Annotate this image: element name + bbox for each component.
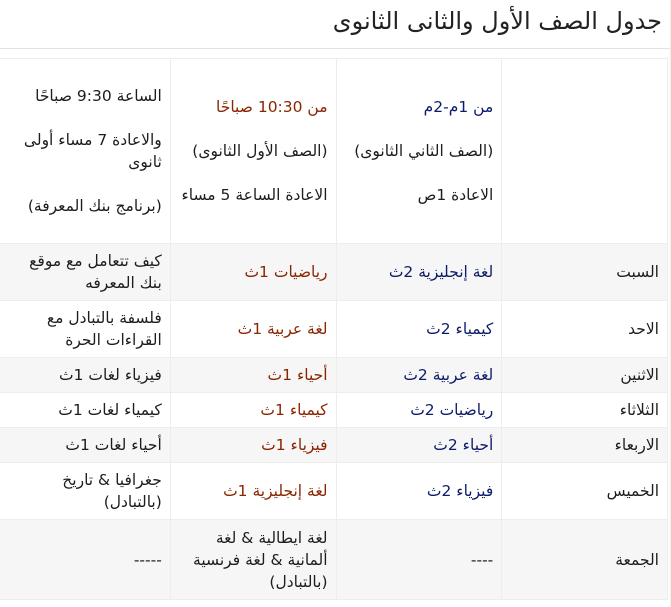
schedule-table	[0, 58, 668, 600]
first-year-subject: لغة ايطالية & لغة ألمانية & لغة فرنسية (بالتبادل)	[170, 520, 336, 600]
table-row	[0, 520, 668, 600]
first-year-header-cell	[170, 59, 336, 244]
knowledge-bank-subject: كيمياء لغات 1ث	[0, 393, 170, 428]
table-row	[0, 463, 668, 520]
knowledge-bank-subject: أحياء لغات 1ث	[0, 428, 170, 463]
day-cell: السبت	[502, 244, 668, 301]
table-header-row	[0, 59, 668, 244]
second-year-subject: لغة إنجليزية 2ث	[336, 244, 502, 301]
second-year-subject: رياضيات 2ث	[336, 393, 502, 428]
second-year-time: من 1م-2م	[423, 98, 494, 116]
table-row	[0, 428, 668, 463]
knowledge-bank-subject: -----	[0, 520, 170, 600]
knowledge-bank-program: (برنامج بنك المعرفة)	[27, 197, 162, 215]
second-year-subject: أحياء 2ث	[336, 428, 502, 463]
first-year-group: (الصف الأول الثانوى)	[192, 142, 328, 160]
table-row	[0, 393, 668, 428]
second-year-subject: ----	[336, 520, 502, 600]
day-cell: الاربعاء	[502, 428, 668, 463]
knowledge-bank-subject: فيزياء لغات 1ث	[0, 358, 170, 393]
table-row	[0, 244, 668, 301]
knowledge-bank-subject: جغرافيا & تاريخ (بالتبادل)	[0, 463, 170, 520]
first-year-subject: لغة إنجليزية 1ث	[170, 463, 336, 520]
first-year-time: من 10:30 صباحًا	[216, 98, 328, 116]
first-year-subject: لغة عربية 1ث	[170, 301, 336, 358]
knowledge-bank-header-cell	[0, 59, 170, 244]
second-year-header-cell	[336, 59, 502, 244]
day-cell: الثلاثاء	[502, 393, 668, 428]
first-year-subject: فيزياء 1ث	[170, 428, 336, 463]
first-year-subject: كيمياء 1ث	[170, 393, 336, 428]
knowledge-bank-group: والاعادة 7 مساء أولى ثانوى	[23, 131, 162, 171]
first-year-subject: أحياء 1ث	[170, 358, 336, 393]
second-year-subject: كيمياء 2ث	[336, 301, 502, 358]
day-cell: الاثنين	[502, 358, 668, 393]
knowledge-bank-time: الساعة 9:30 صباحًا	[35, 87, 162, 105]
first-year-repeat: الاعادة الساعة 5 مساء	[181, 186, 328, 204]
day-cell: الخميس	[502, 463, 668, 520]
day-cell: الجمعة	[502, 520, 668, 600]
table-row	[0, 358, 668, 393]
page-title: جدول الصف الأول والثانى الثانوى	[0, 0, 670, 49]
second-year-subject: فيزياء 2ث	[336, 463, 502, 520]
knowledge-bank-subject: كيف تتعامل مع موقع بنك المعرفه	[0, 244, 170, 301]
second-year-group: (الصف الثاني الثانوى)	[354, 142, 494, 160]
first-year-subject: رياضيات 1ث	[170, 244, 336, 301]
table-row	[0, 301, 668, 358]
second-year-repeat: الاعادة 1ص	[417, 186, 494, 204]
second-year-subject: لغة عربية 2ث	[336, 358, 502, 393]
knowledge-bank-subject: فلسفة بالتبادل مع القراءات الحرة	[0, 301, 170, 358]
day-header-cell	[502, 59, 668, 244]
day-cell: الاحد	[502, 301, 668, 358]
